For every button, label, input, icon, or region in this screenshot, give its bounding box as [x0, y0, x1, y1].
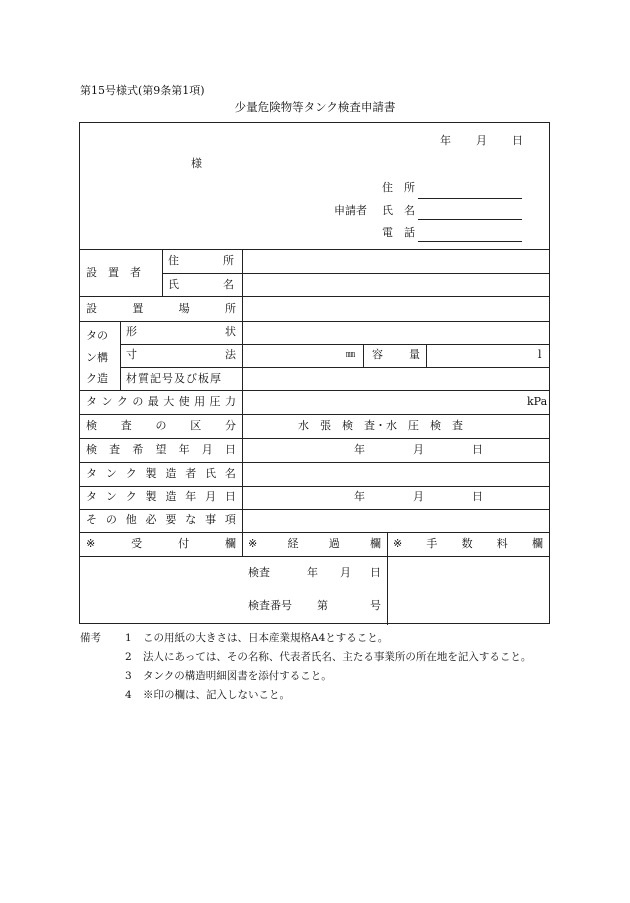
mfg-date-day: 日	[472, 490, 483, 503]
inspection-date-day: 日	[370, 566, 381, 579]
date-month: 月	[476, 134, 487, 147]
application-form-table	[79, 122, 550, 624]
tank-structure-label-2: ン構	[86, 351, 108, 364]
installer-name-label: 氏 名	[168, 278, 234, 291]
desired-date-day: 日	[472, 443, 483, 456]
inspection-date-label: 検査	[248, 566, 270, 579]
applicant-phone-label: 電 話	[382, 226, 415, 239]
shape-label: 形 状	[126, 325, 236, 338]
applicant-phone-line[interactable]	[418, 241, 522, 242]
dimensions-label: 寸 法	[126, 348, 236, 361]
inspection-date-year: 年	[307, 566, 318, 579]
applicant-address-line[interactable]	[418, 198, 522, 199]
form-number: 第15号様式(第9条第1項)	[80, 84, 205, 97]
capacity-label: 容 量	[372, 348, 420, 361]
date-year: 年	[440, 134, 451, 147]
addressee-suffix: 様	[191, 157, 202, 170]
applicant-label: 申請者	[334, 204, 367, 217]
applicant-name-line[interactable]	[418, 219, 522, 220]
inspection-date-month: 月	[340, 566, 351, 579]
inspection-type-label: 検 査 の 区 分	[86, 419, 236, 432]
note-item: 備考 1 この用紙の大きさは、日本産業規格A4とすること。	[80, 629, 550, 648]
installer-label: 設 置 者	[86, 266, 141, 279]
inspection-number-prefix: 第	[317, 599, 328, 612]
applicant-name-label: 氏 名	[382, 204, 415, 217]
progress-header: ※ 経 過 欄	[248, 537, 381, 550]
notes-section	[80, 629, 550, 705]
tank-structure-label-1: タの	[86, 329, 108, 342]
material-label: 材質記号及び板厚	[126, 372, 222, 385]
reception-header: ※ 受 付 欄	[86, 537, 236, 550]
note-item: 3 タンクの構造明細図書を添付すること。	[125, 670, 332, 682]
capacity-unit: l	[538, 348, 542, 361]
other-label: そ の 他 必 要 な 事 項	[86, 513, 236, 526]
inspection-type-value: 水 張 検 査・水 圧 検 査	[298, 419, 463, 432]
mfg-date-month: 月	[413, 490, 424, 503]
date-day: 日	[512, 134, 523, 147]
manufacturer-label: タ ン ク 製 造 者 氏 名	[86, 467, 236, 480]
mfg-date-label: タ ン ク 製 造 年 月 日	[86, 490, 236, 503]
max-pressure-label: タ ン ク の 最 大 使 用 圧 力	[86, 395, 236, 408]
desired-date-month: 月	[413, 443, 424, 456]
fee-header: ※ 手 数 料 欄	[393, 537, 543, 550]
location-label: 設 置 場 所	[86, 302, 236, 315]
note-item: 2 法人にあっては、その名称、代表者氏名、主たる事業所の所在地を記入すること。	[125, 651, 532, 663]
inspection-number-label: 検査番号	[248, 599, 292, 612]
applicant-address-label: 住 所	[382, 181, 415, 194]
desired-date-year: 年	[354, 443, 365, 456]
note-item: 4 ※印の欄は、記入しないこと。	[125, 689, 290, 701]
inspection-number-suffix: 号	[370, 599, 381, 612]
installer-address-label: 住 所	[168, 254, 234, 267]
pressure-unit: kPa	[527, 395, 548, 408]
dimension-unit: ㎜	[346, 350, 356, 360]
notes-label: 備考	[80, 632, 101, 644]
desired-date-label: 検 査 希 望 年 月 日	[86, 443, 236, 456]
document-title: 少量危険物等タンク検査申請書	[234, 100, 396, 114]
mfg-date-year: 年	[354, 490, 365, 503]
tank-structure-label-3: ク造	[86, 372, 108, 385]
